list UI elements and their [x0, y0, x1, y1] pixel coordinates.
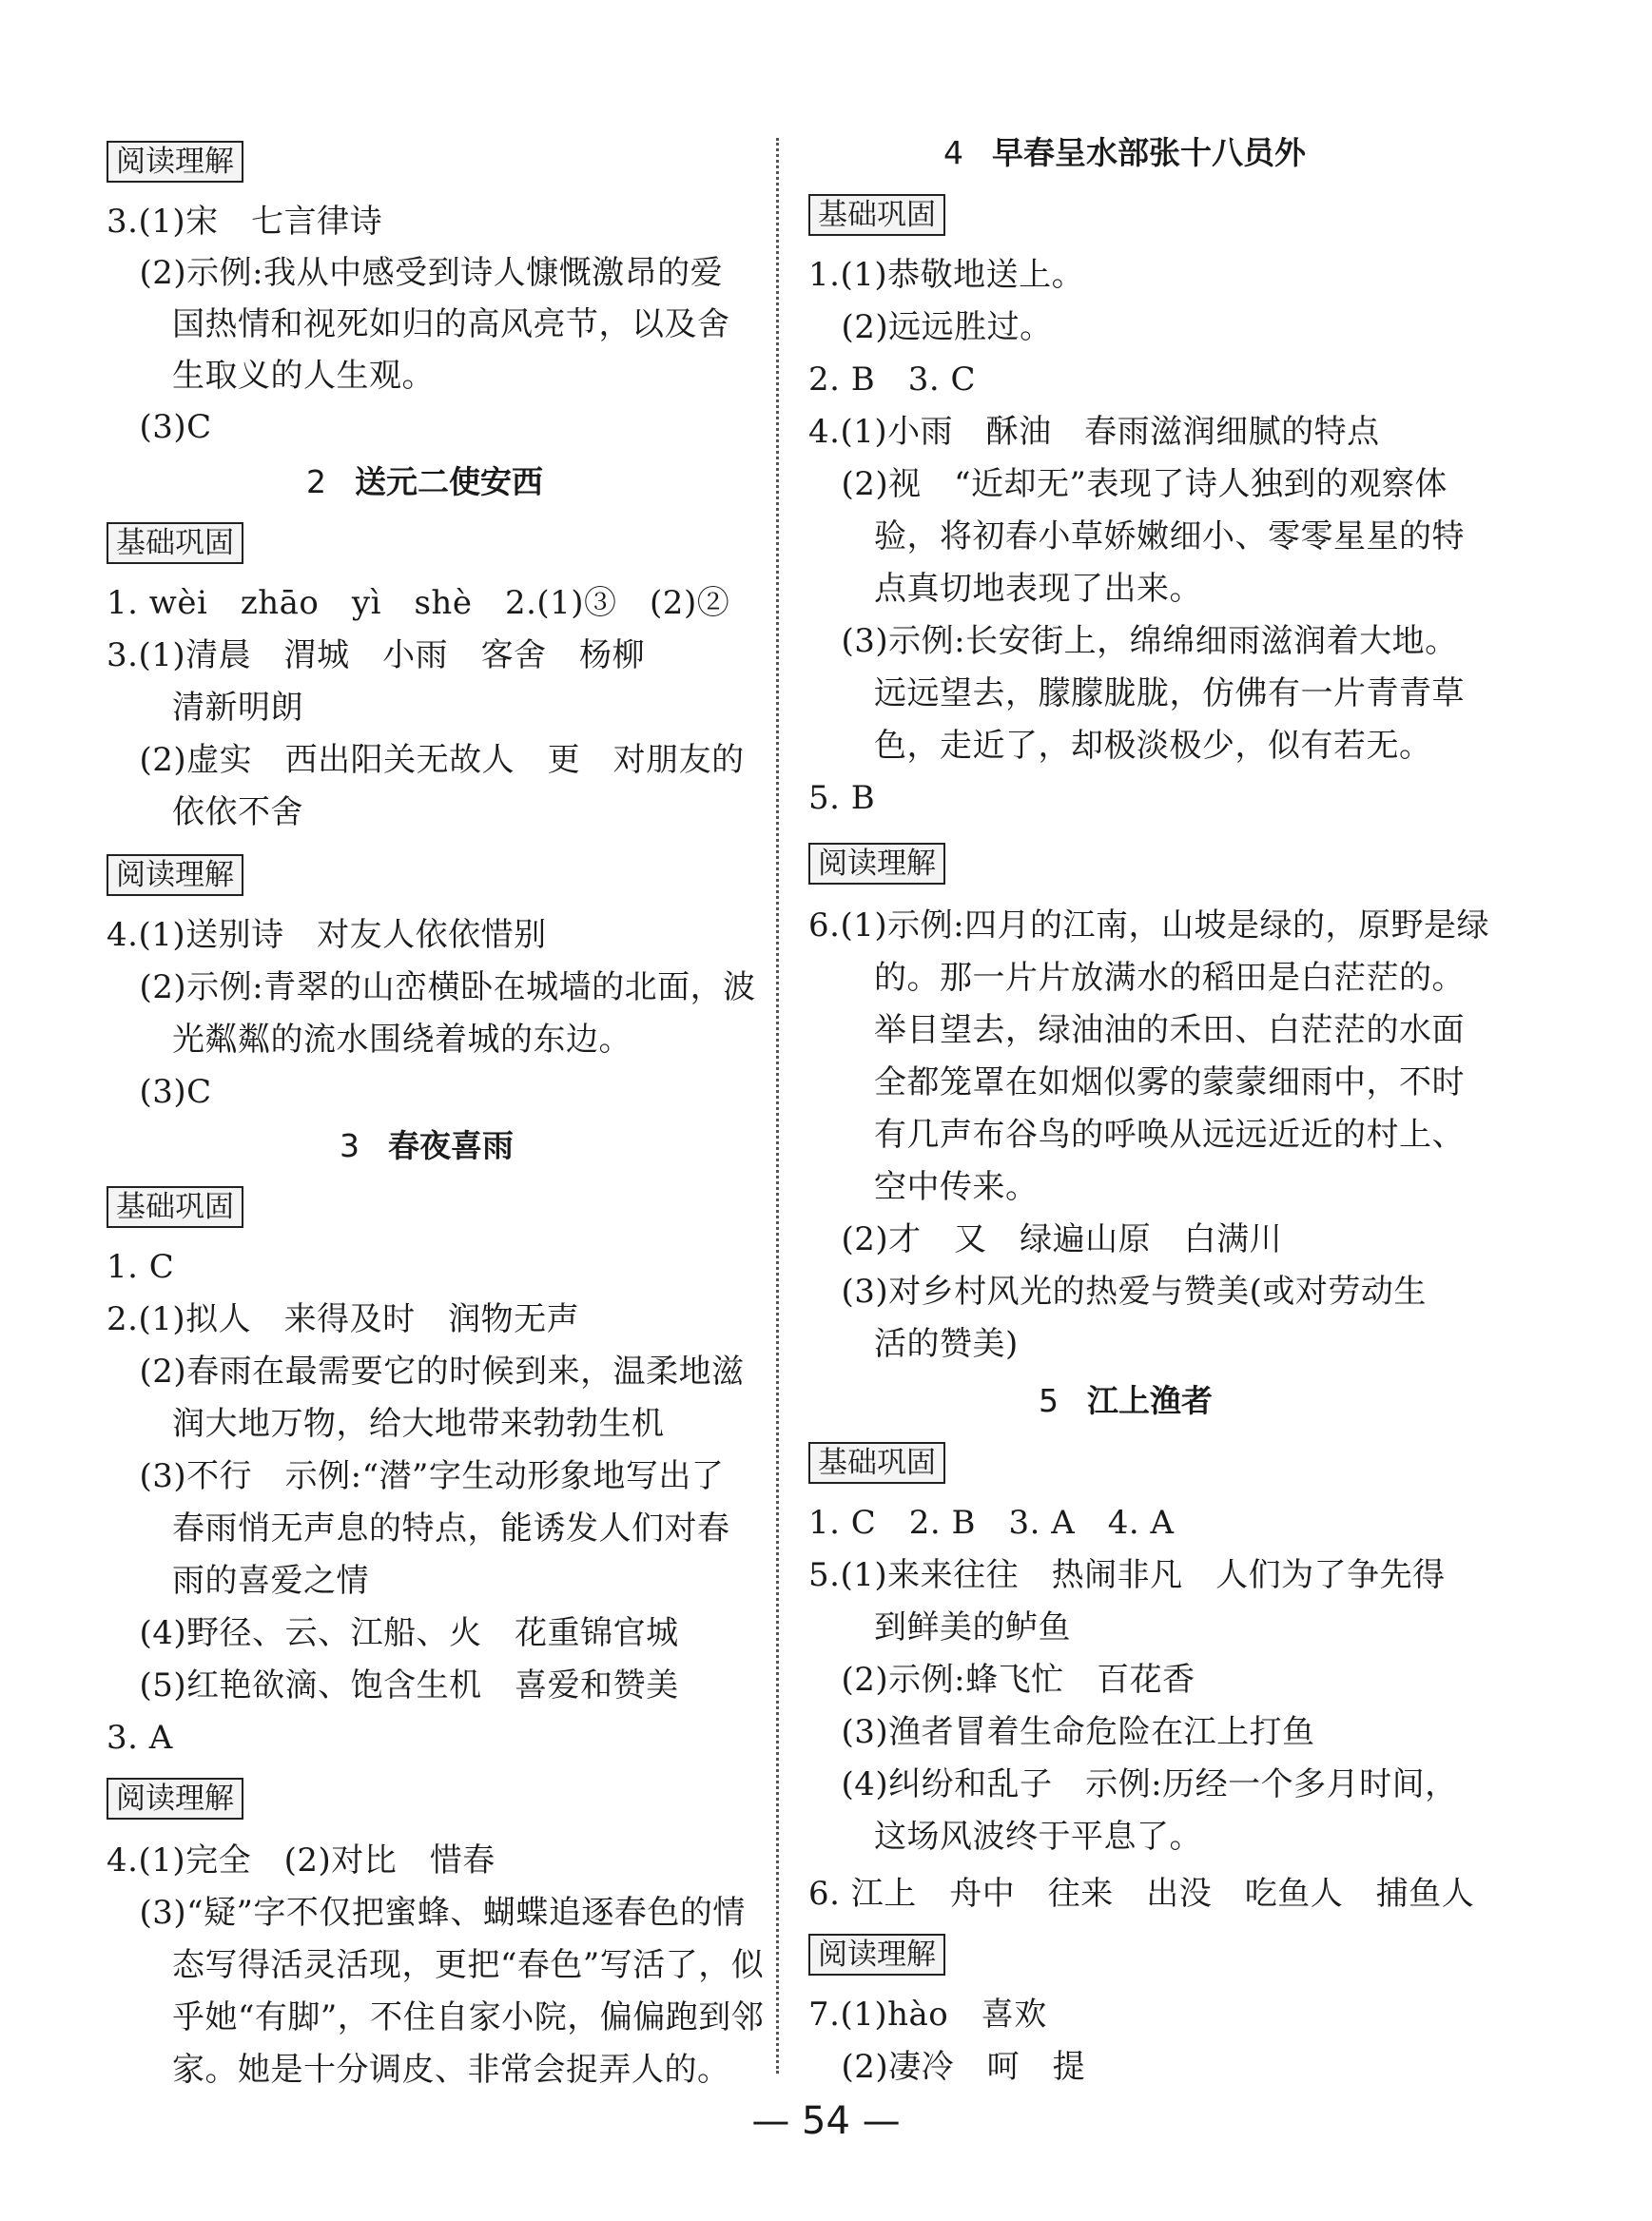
- section-label: 基础巩固: [107, 522, 243, 564]
- answer-line: 空中传来。: [808, 1168, 1039, 1206]
- answer-line: (4)野径、云、江船、火 花重锦官城: [107, 1614, 679, 1652]
- answer-line: (2)示例:青翠的山峦横卧在城墙的北面，波: [107, 968, 756, 1006]
- answer-line: 2. B 3. C: [808, 360, 976, 399]
- answer-line: 到鲜美的鲈鱼: [808, 1608, 1071, 1646]
- answer-line: 验，将初春小草娇嫩细小、零零星星的特: [808, 517, 1465, 555]
- answer-line: 润大地万物，给大地带来勃勃生机: [107, 1405, 665, 1443]
- column-divider: [776, 138, 779, 2074]
- answer-line: 7.(1)hào 喜欢: [808, 1996, 1047, 2034]
- answer-line: 家。她是十分调皮、非常会捉弄人的。: [107, 2051, 730, 2089]
- lesson-name: 江上渔者: [1087, 1382, 1213, 1419]
- answer-line: (3)渔者冒着生命危险在江上打鱼: [808, 1713, 1315, 1751]
- answer-line: (4)纠纷和乱子 示例:历经一个多月时间，: [808, 1765, 1458, 1803]
- answer-line: 全都笼罩在如烟似雾的蒙蒙细雨中，不时: [808, 1063, 1465, 1101]
- answer-line: 6.(1)示例:四月的江南，山坡是绿的，原野是绿: [808, 906, 1490, 945]
- answer-line: 5.(1)来来往往 热闹非凡 人们为了争先得: [808, 1556, 1446, 1594]
- answer-line: 国热情和视死如归的高风亮节，以及舍: [107, 305, 730, 343]
- answer-line: (5)红艳欲滴、饱含生机 喜爱和赞美: [107, 1666, 679, 1705]
- answer-line: 3.(1)宋 七言律诗: [107, 203, 383, 241]
- section-label: 基础巩固: [808, 1442, 945, 1484]
- section-label: 基础巩固: [107, 1186, 243, 1228]
- lesson-number: 5: [1039, 1382, 1059, 1419]
- section-label: 阅读理解: [107, 1778, 243, 1820]
- answer-line: 活的赞美): [808, 1325, 1019, 1363]
- answer-line: 依依不舍: [107, 793, 303, 831]
- answer-line: (3)“疑”字不仅把蜜蜂、蝴蝶追逐春色的情: [107, 1894, 746, 1932]
- answer-line: (3)C: [107, 408, 212, 446]
- answer-line: (3)示例:长安街上，绵绵细雨滋润着大地。: [808, 622, 1458, 660]
- answer-line: (2)示例:我从中感受到诗人慷慨激昂的爱: [107, 254, 724, 292]
- lesson-number: 3: [340, 1127, 360, 1164]
- answer-line: (2)才 又 绿遍山原 白满川: [808, 1220, 1283, 1258]
- answer-line: 4.(1)小雨 酥油 春雨滋润细腻的特点: [808, 413, 1380, 451]
- answer-line: 远远望去，朦朦胧胧，仿佛有一片青青草: [808, 674, 1465, 712]
- lesson-title: [1039, 1381, 1213, 1421]
- section-label: 阅读理解: [107, 141, 243, 183]
- answer-line: (2)虚实 西出阳关无故人 更 对朋友的: [107, 741, 745, 779]
- answer-line: 1. C 2. B 3. A 4. A: [808, 1504, 1175, 1542]
- page-number: — 54 —: [751, 2099, 901, 2143]
- answer-line: 4.(1)完全 (2)对比 惜春: [107, 1841, 496, 1880]
- answer-line: 点真切地表现了出来。: [808, 570, 1202, 608]
- answer-line: 这场风波终于平息了。: [808, 1818, 1202, 1856]
- lesson-title: [943, 133, 1306, 173]
- section-label: 阅读理解: [107, 854, 243, 896]
- answer-line: (3)不行 示例:“潜”字生动形象地写出了: [107, 1457, 725, 1495]
- answer-line: 6. 江上 舟中 往来 出没 吃鱼人 捕鱼人: [808, 1875, 1475, 1913]
- answer-line: 色，走近了，却极淡极少，似有若无。: [808, 727, 1432, 765]
- answer-line: 态写得活灵活现，更把“春色”写活了，似: [107, 1946, 765, 1984]
- answer-line: 春雨悄无声息的特点，能诱发人们对春: [107, 1510, 730, 1548]
- answer-line: 3. A: [107, 1719, 173, 1757]
- answer-line: (2)凄冷 呵 提: [808, 2048, 1086, 2086]
- lesson-name: 送元二使安西: [355, 463, 543, 500]
- answer-line: (3)对乡村风光的热爱与赞美(或对劳动生: [808, 1273, 1427, 1311]
- lesson-number: 4: [943, 134, 963, 171]
- section-label: 阅读理解: [808, 1934, 945, 1976]
- lesson-name: 早春呈水部张十八员外: [992, 134, 1306, 171]
- answer-line: 1.(1)恭敬地送上。: [808, 256, 1085, 294]
- lesson-title: [340, 1126, 514, 1166]
- lesson-title: [306, 462, 543, 502]
- answer-line: (2)春雨在最需要它的时候到来，温柔地滋: [107, 1353, 745, 1391]
- answer-line: 4.(1)送别诗 对友人依依惜别: [107, 916, 547, 954]
- lesson-name: 春夜喜雨: [388, 1127, 514, 1164]
- answer-line: 2.(1)拟人 来得及时 润物无声: [107, 1300, 580, 1338]
- answer-line: 乎她“有脚”，不住自家小院，偏偏跑到邻: [107, 1998, 765, 2036]
- answer-line: 清新明朗: [107, 689, 303, 727]
- answer-line: 生取义的人生观。: [107, 357, 435, 395]
- answer-line: (2)视 “近却无”表现了诗人独到的观察体: [808, 465, 1448, 503]
- answer-line: (2)远远胜过。: [808, 308, 1053, 346]
- answer-line: 雨的喜爱之情: [107, 1562, 369, 1600]
- answer-line: 光粼粼的流水围绕着城的东边。: [107, 1021, 632, 1059]
- answer-line: 举目望去，绿油油的禾田、白茫茫的水面: [808, 1011, 1465, 1049]
- answer-line: 5. B: [808, 779, 876, 817]
- section-label: 基础巩固: [808, 194, 945, 236]
- answer-line: 的。那一片片放满水的稻田是白茫茫的。: [808, 959, 1465, 997]
- lesson-number: 2: [306, 463, 326, 500]
- answer-line: 有几声布谷鸟的呼唤从远远近近的村上、: [808, 1116, 1465, 1154]
- answer-line: 1. C: [107, 1248, 175, 1286]
- section-label: 阅读理解: [808, 843, 945, 885]
- answer-line: 1. wèi zhāo yì shè 2.(1)③ (2)②: [107, 584, 730, 622]
- answer-line: (2)示例:蜂飞忙 百花香: [808, 1661, 1195, 1699]
- answer-line: 3.(1)清晨 渭城 小雨 客舍 杨柳: [107, 636, 646, 674]
- answer-line: (3)C: [107, 1073, 212, 1111]
